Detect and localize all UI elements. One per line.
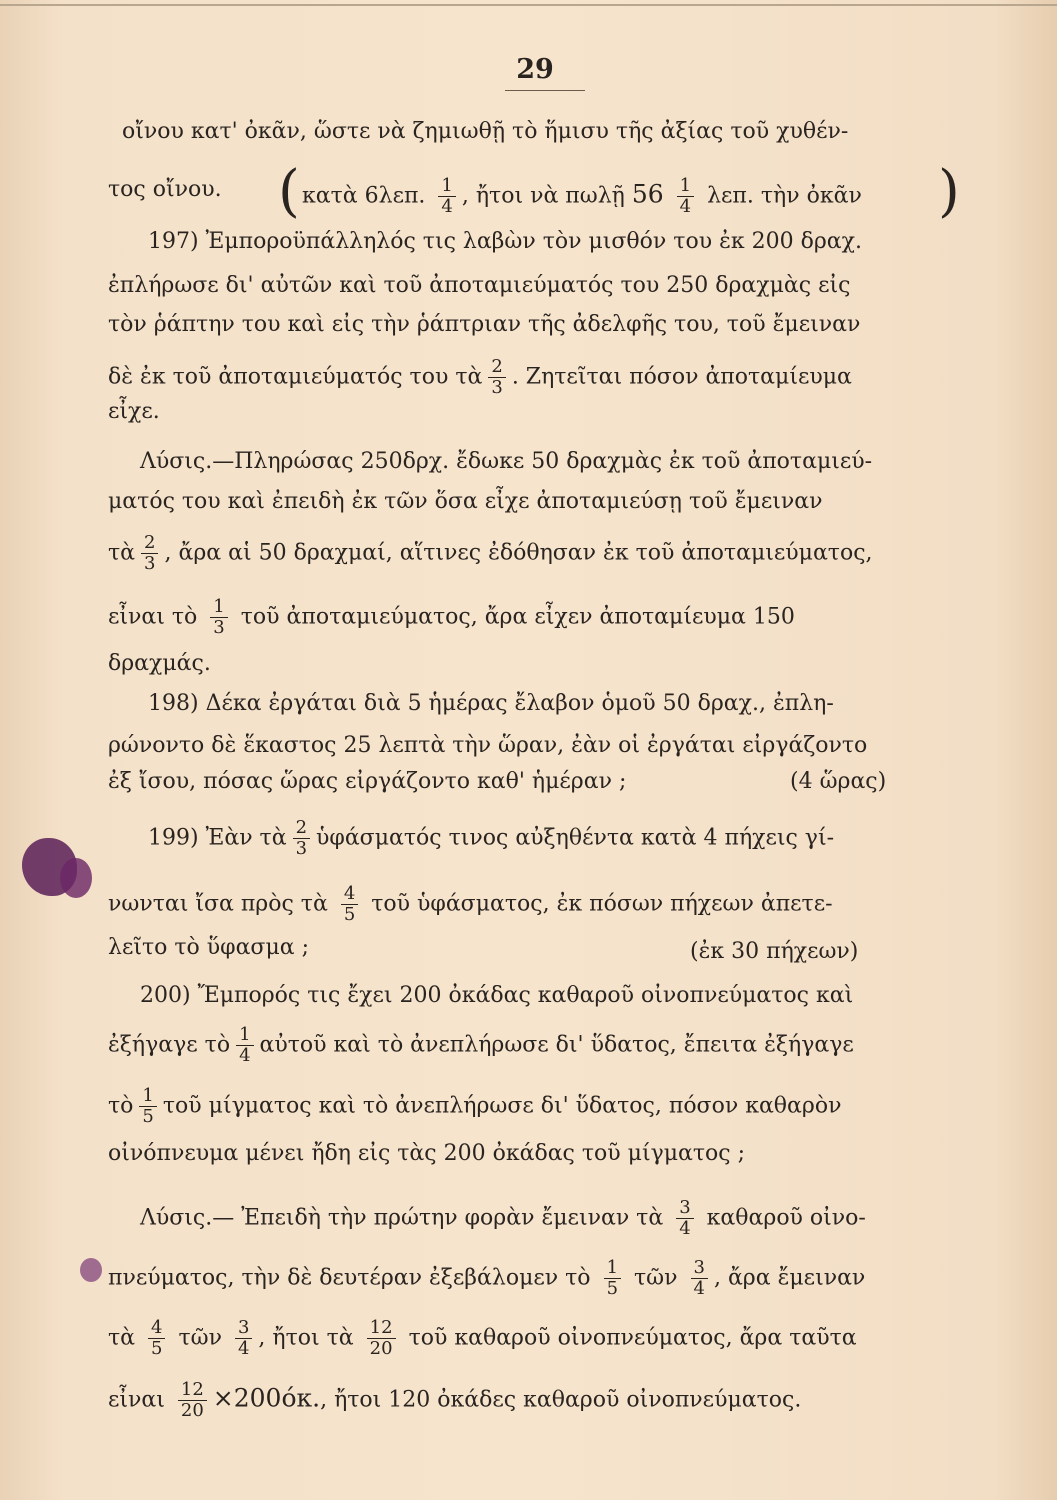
text-line [302,176,862,217]
text-span: κατὰ 6λεπ. [302,183,426,209]
fraction: $\frac{2}{3}$ [141,533,158,574]
text-span: Λύσις.— Ἐπειδὴ τὴν πρώτην φορὰν ἔμειναν τὰ [140,1205,664,1231]
page-number: 29 [516,54,554,85]
fraction: $\frac{3}{4}$ [676,1198,693,1239]
text-span: εἶναι [108,1387,165,1413]
fraction: $\frac{2}{3}$ [293,818,310,859]
text-span: πνεύματος, τὴν δὲ δευτέραν ἐξεβάλομεν τὸ [108,1265,591,1291]
fraction: $\frac{1}{3}$ [210,597,227,638]
text-line [108,533,873,574]
problem-198-line: 198) Δέκα ἐργάται διὰ 5 ἡμέρας ἔλαβον ὁμοῦ 50 δραχ., ἐπλη- [148,691,834,716]
text-line: λεῖτο τὸ ὕφασμα ; [108,935,309,960]
text-span: τὰ [108,1325,136,1351]
answer-text: (ἐκ 30 πήχεων) [690,939,859,964]
fraction: $\frac{1}{5}$ [604,1258,621,1299]
text-line: εἶχε. [108,399,160,424]
fraction: $\frac{1}{4}$ [677,176,694,217]
fraction: $\frac{4}{5}$ [341,884,358,925]
text-span: 199) Ἐὰν τὰ [148,825,287,851]
fraction: $\frac{4}{5}$ [148,1318,165,1359]
text-span: εἶναι τὸ [108,604,198,630]
text-span: αὐτοῦ καὶ τὸ ἀνεπλήρωσε δι' ὕδατος, ἔπειτα ἐξήγαγε [259,1032,854,1058]
problem-199-line [148,818,834,859]
text-line: ρώνοντο δὲ ἕκαστος 25 λεπτὰ τὴν ὥραν, ἐὰν οἱ ἐργάται εἰργάζοντο [108,733,868,758]
text-line: οἰνόπνευμα μένει ἤδη εἰς τὰς 200 ὀκάδας τοῦ μίγματος ; [108,1141,746,1166]
text-span: . Ζητεῖται πόσον ἀποταμίευμα [511,364,852,390]
text-span: , ἄρα ἔμειναν [713,1265,866,1291]
text-line: τὸν ῥάπτην του καὶ εἰς τὴν ῥάπτριαν τῆς ἀδελφῆς του, τοῦ ἔμειναν [108,312,861,337]
ink-stain [60,858,92,898]
fraction: $\frac{12}{20}$ [367,1318,396,1359]
solution-line [140,1198,866,1239]
open-paren: ( [278,159,300,224]
top-edge-line [0,4,1057,6]
text-span: δὲ ἐκ τοῦ ἀποταμιεύματός του τὰ [108,364,483,390]
fraction: $\frac{2}{3}$ [488,357,505,398]
text-span: λεπ. τὴν ὀκᾶν [707,183,862,209]
page-number-rule [505,90,585,91]
text-line [108,1258,865,1299]
text-span: , ἤτοι τὰ [258,1325,354,1351]
close-paren: ) [938,159,960,224]
number: 56 [631,179,664,209]
fraction: $\frac{12}{20}$ [178,1380,207,1421]
text-line: ἐπλήρωσε δι' αὐτῶν καὶ τοῦ ἀποταμιεύματός του 250 δραχμὰς εἰς [108,273,851,298]
text-span: τῶν [634,1265,678,1291]
problem-200-line: 200) Ἔμπορός τις ἔχει 200 ὀκάδας καθαροῦ οἰνοπνεύματος καὶ [140,983,854,1008]
text-span: τὰ [108,540,136,566]
text-line [108,1318,857,1359]
text-line [108,1086,841,1127]
text-span: τὸ [108,1093,134,1119]
solution-line: Λύσις.—Πληρώσας 250δρχ. ἔδωκε 50 δραχμὰς ἐκ τοῦ ἀποταμιεύ- [140,449,873,474]
text-line [108,357,852,398]
text-span: τῶν [178,1325,222,1351]
text-line: ἐξ ἴσου, πόσας ὥρας εἰργάζοντο καθ' ἡμέραν ; [108,769,627,794]
ink-stain [80,1258,102,1282]
text-span: , ἤτοι νὰ πωλῇ [461,183,625,209]
text-span: τοῦ ὑφάσματος, ἐκ πόσων πήχεων ἀπετε- [371,891,833,917]
text-line [108,884,833,925]
text-span: τοῦ μίγματος καὶ τὸ ἀνεπλήρωσε δι' ὕδατος, πόσον καθαρὸν [162,1093,842,1119]
text-line: οἴνου κατ' ὀκᾶν, ὥστε νὰ ζημιωθῇ τὸ ἥμισυ τῆς ἀξίας τοῦ χυθέν- [122,119,849,144]
text-line [108,176,222,204]
text-span: τος οἴνου. [108,177,222,202]
text-line [108,597,795,638]
answer-text: (4 ὥρας) [790,769,887,794]
text-span: νωνται ἴσα πρὸς τὰ [108,891,328,917]
text-span: , ἤτοι 120 ὀκάδες καθαροῦ οἰνοπνεύματος. [320,1387,802,1413]
text-span: τοῦ ἀποταμιεύματος, ἄρα εἶχεν ἀποταμίευμα 150 [240,604,795,630]
text-span: ὑφάσματός τινος αὐξηθέντα κατὰ 4 πήχεις γί- [316,825,835,851]
fraction: $\frac{1}{4}$ [236,1025,253,1066]
fraction: $\frac{3}{4}$ [691,1258,708,1299]
fraction: $\frac{1}{4}$ [438,176,455,217]
text-span: τοῦ καθαροῦ οἰνοπνεύματος, ἄρα ταῦτα [408,1325,857,1351]
text-line [108,1380,801,1421]
text-line: δραχμάς. [108,651,211,676]
fraction: $\frac{1}{5}$ [139,1086,156,1127]
text-span: , ἄρα αἱ 50 δραχμαί, αἵτινες ἐδόθησαν ἐκ τοῦ ἀποταμιεύματος, [164,540,873,566]
problem-197-line: 197) Ἐμποροϋπάλληλός τις λαβὼν τὸν μισθόν του ἐκ 200 δραχ. [148,229,862,254]
text-span: καθαροῦ οἰνο- [706,1205,866,1231]
text-line: ματός του καὶ ἐπειδὴ ἐκ τῶν ὅσα εἶχε ἀποταμιεύσῃ τοῦ ἔμειναν [108,489,823,514]
text-line [108,1025,854,1066]
text-span: ×200όκ. [212,1383,321,1413]
fraction: $\frac{3}{4}$ [235,1318,252,1359]
text-span: ἐξήγαγε τὸ [108,1032,231,1058]
